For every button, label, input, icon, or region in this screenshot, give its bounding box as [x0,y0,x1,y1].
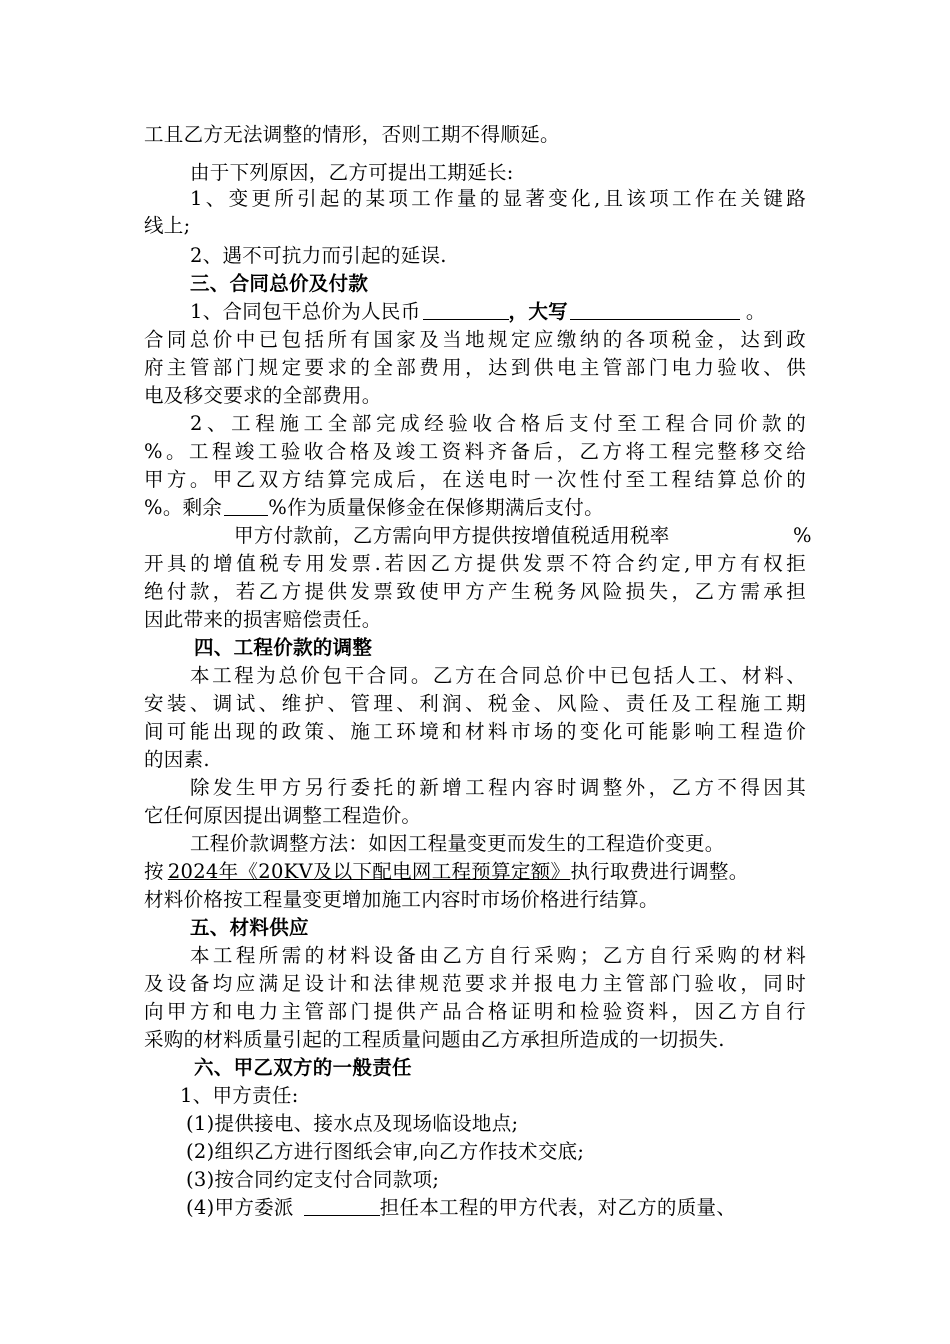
paragraph-line: 2、遇不可抗力而引起的延误. [190,244,447,267]
total-price-label: 1、合同包干总价为人民币 [190,300,421,323]
paragraph-line: 合同总价中已包括所有国家及当地规定应缴纳的各项税金，达到政 [144,328,806,351]
list-item: (2)组织乙方进行图纸会审,向乙方作技术交底; [186,1140,585,1163]
section-heading: 五、材料供应 [190,916,309,939]
paragraph-line: 由于下列原因，乙方可提出工期延长: [190,161,514,184]
section-heading: 三、合同总价及付款 [190,272,369,295]
paragraph-line: 电及移交要求的全部费用。 [144,384,382,407]
paragraph-line: 甲方。甲乙双方结算完成后，在送电时一次性付至工程结算总价的 [144,468,806,491]
paragraph-line: 工程价款调整方法：如因工程量变更而发生的工程造价变更。 [190,832,725,855]
paragraph-line: 府主管部门规定要求的全部费用，达到供电主管部门电力验收、供 [144,356,806,379]
according-to: 按 [144,860,164,883]
paragraph-line: 向甲方和电力主管部门提供产品合格证明和检验资料，因乙方自行 [144,1000,806,1023]
paragraph-line: 线上; [144,214,191,237]
retention-percent-blank [224,493,268,516]
paragraph-line [190,297,766,327]
paragraph-line: 工且乙方无法调整的情形，否则工期不得顺延。 [144,123,560,146]
paragraph-line: 本工程所需的材料设备由乙方自行采购；乙方自行采购的材料 [190,944,806,967]
paragraph-line: 除发生甲方另行委托的新增工程内容时调整外，乙方不得因其 [190,776,806,799]
list-item [186,1193,736,1223]
quota-reference: 2024年《20KV及以下配电网工程预算定额》 [167,860,571,883]
paragraph-line: 的因素. [144,748,210,771]
representative-text: 担任本工程的甲方代表，对乙方的质量、 [379,1196,737,1219]
remainder-label: %。剩余 [144,496,223,519]
quota-reference-tail: 执行取费进行调整。 [570,860,749,883]
capital-amount-blank [570,297,740,320]
paragraph-line: 它任何原因提出调整工程造价。 [144,804,422,827]
representative-label: (4)甲方委派 [186,1196,294,1219]
section-heading: 六、甲乙双方的一般责任 [194,1056,412,1079]
paragraph-line: 及设备均应满足设计和法律规范要求并报电力主管部门验收，同时 [144,972,806,995]
paragraph-line: 1、甲方责任: [180,1084,299,1107]
paragraph-line: 甲方付款前，乙方需向甲方提供按增值税适用税率 [234,524,670,547]
retention-text: %作为质量保修金在保修期满后支付。 [268,496,604,519]
section-heading: 四、工程价款的调整 [194,636,373,659]
list-item: (1)提供接电、接水点及现场临设地点; [186,1112,519,1135]
list-item: (3)按合同约定支付合同款项; [186,1168,440,1191]
paragraph-line: 间可能出现的政策、施工环境和材料市场的变化可能影响工程造价 [144,720,806,743]
paragraph-line: 材料价格按工程量变更增加施工内容时市场价格进行结算。 [144,888,659,911]
representative-blank [304,1193,380,1216]
paragraph-line: 1、变更所引起的某项工作量的显著变化,且该项工作在关键路 [190,187,806,210]
paragraph-line [144,493,604,523]
paragraph-line: 本工程为总价包干合同。乙方在合同总价中已包括人工、材料、 [190,664,806,687]
paragraph-line: 采购的材料质量引起的工程质量问题由乙方承担所造成的一切损失. [144,1028,725,1051]
paragraph-line [144,857,749,887]
capital-amount-label: ，大写 [508,300,568,323]
paragraph-line: 安装、调试、维护、管理、利润、税金、风险、责任及工程施工期 [144,692,806,715]
percent-mark: % [793,524,812,547]
period-mark: 。 [745,300,766,323]
paragraph-line: 绝付款，若乙方提供发票致使甲方产生税务风险损失，乙方需承担 [144,580,806,603]
amount-blank [423,297,509,320]
paragraph-line: %。工程竣工验收合格及竣工资料齐备后，乙方将工程完整移交给 [144,440,806,463]
paragraph-line: 2、工程施工全部完成经验收合格后支付至工程合同价款的 [190,412,806,435]
paragraph-line: 开具的增值税专用发票.若因乙方提供发票不符合约定,甲方有权拒 [144,552,806,575]
paragraph-line: 因此带来的损害赔偿责任。 [144,608,382,631]
